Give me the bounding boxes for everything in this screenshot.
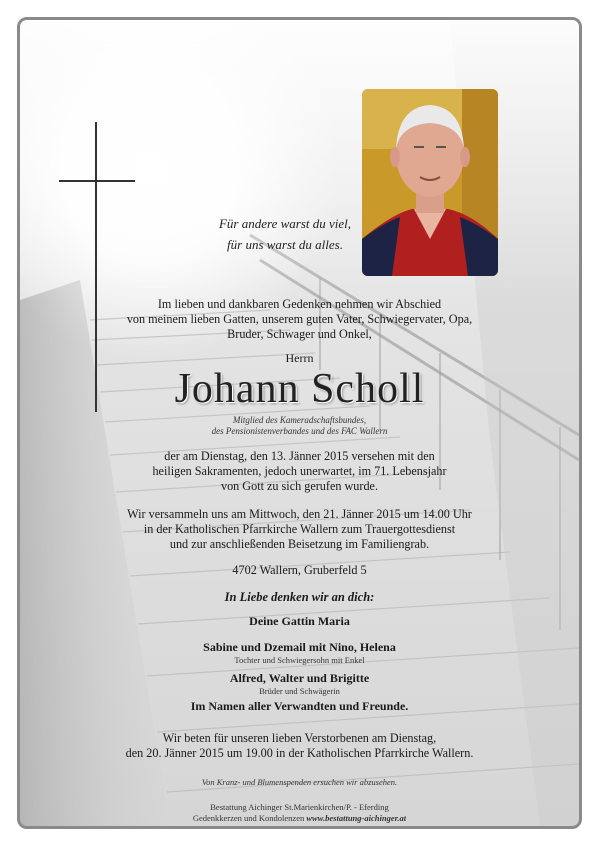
death-line-2: heiligen Sakramenten, jedoch unerwartet, im 71. Lebensjahr: [152, 464, 447, 478]
mourner-list: [20, 614, 579, 696]
flowers-request: Von Kranz- und Blumenspenden ersuchen wir abzusehen.: [201, 777, 398, 787]
death-line-1: der am Dienstag, den 13. Jänner 2015 versehen mit den: [164, 449, 435, 463]
membership-line-2: des Pensionistenverbandes und des FAC Wallern: [211, 426, 388, 436]
mourner-names: Sabine und Dzemail mit Nino, Helena: [203, 640, 396, 654]
mourner-names: Alfred, Walter und Brigitte: [229, 671, 370, 685]
funeral-line-3: und zur anschließenden Beisetzung im Familiengrab.: [169, 537, 430, 551]
intro-line-1: Im lieben und dankbaren Gedenken nehmen wir Abschied: [157, 297, 442, 311]
address: 4702 Wallern, Gruberfeld 5: [232, 563, 367, 577]
funeral-notice: [20, 507, 579, 552]
funeral-home-link[interactable]: www.bestattung-aichinger.at: [306, 813, 407, 823]
membership-text: [20, 415, 579, 437]
death-line-3: von Gott zu sich gerufen wurde.: [220, 479, 379, 493]
quote-line-1: Für andere warst du viel,: [218, 216, 352, 231]
intro-line-2: von meinem lieben Gatten, unserem guten Vater, Schwiegervater, Opa,: [126, 312, 473, 326]
mourner-names: Deine Gattin Maria: [249, 614, 350, 628]
footer-line-2: [20, 813, 579, 824]
quote-line-2: für uns warst du alles.: [227, 237, 343, 252]
intro-text: [20, 297, 579, 342]
footer-line-1: Bestattung Aichinger St.Marienkirchen/P. - Eferding: [210, 802, 389, 812]
memorial-quote: [200, 213, 370, 255]
mourner-relation: Brüder und Schwägerin: [259, 686, 340, 696]
death-notice: [20, 449, 579, 494]
footer-prefix: Gedenkkerzen und Kondolenzen: [192, 813, 305, 823]
mourners-heading: In Liebe denken wir an dich:: [224, 590, 375, 604]
prayer-line-1: Wir beten für unseren lieben Verstorbenen am Dienstag,: [162, 731, 437, 745]
obituary-card: [17, 17, 582, 829]
salutation: Herrn: [285, 351, 314, 365]
funeral-line-1: Wir versammeln uns am Mittwoch, den 21. Jänner 2015 um 14.00 Uhr: [127, 507, 472, 521]
prayer-notice: [20, 731, 579, 761]
portrait-photo: [362, 89, 498, 276]
funeral-home-footer: [20, 802, 579, 824]
intro-line-3: Bruder, Schwager und Onkel,: [227, 327, 372, 341]
prayer-line-2: den 20. Jänner 2015 um 19.00 in der Katholischen Pfarrkirche Wallern.: [125, 746, 474, 760]
relatives-line: Im Namen aller Verwandten und Freunde.: [190, 699, 409, 713]
membership-line-1: Mitglied des Kameradschaftsbundes,: [232, 415, 367, 425]
cross-icon-bar: [59, 180, 135, 182]
deceased-name: Johann Scholl: [174, 366, 425, 412]
funeral-line-2: in der Katholischen Pfarrkirche Wallern zum Trauergottesdienst: [143, 522, 456, 536]
mourner-relation: Tochter und Schwiegersohn mit Enkel: [234, 655, 365, 665]
